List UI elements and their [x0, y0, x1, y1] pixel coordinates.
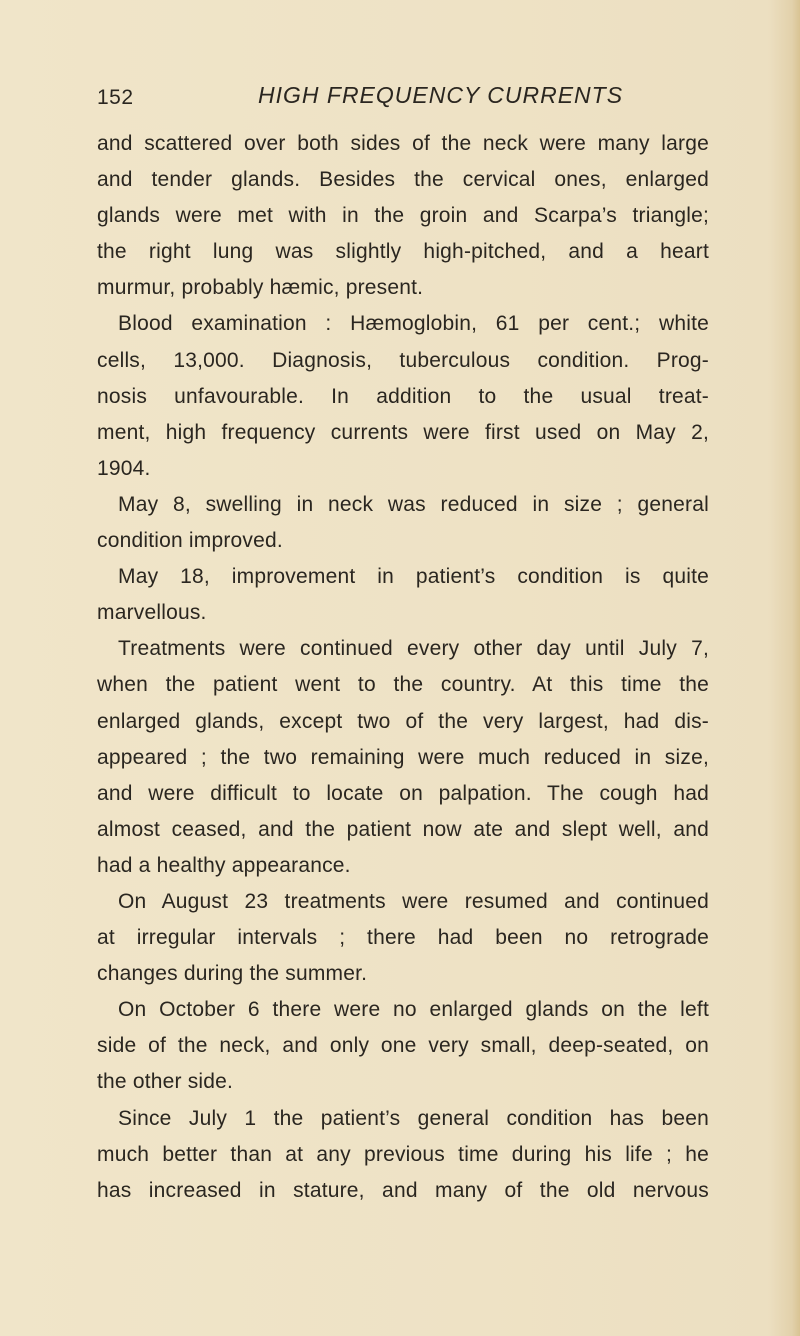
text-line: much better than at any previous time during his life ; he	[97, 1142, 709, 1166]
paragraph	[97, 1101, 709, 1209]
paragraph	[97, 992, 709, 1100]
paragraph	[97, 487, 709, 559]
text-line: marvellous.	[97, 601, 207, 625]
text-line: has increased in stature, and many of the old nervous	[97, 1178, 709, 1202]
text-line: appeared ; the two remaining were much reduced in size,	[97, 745, 709, 769]
text-line: glands were met with in the groin and Scarpa’s triangle;	[97, 204, 709, 228]
text-line: condition improved.	[97, 529, 283, 553]
text-line: murmur, probably hæmic, present.	[97, 276, 424, 300]
paragraph	[97, 306, 709, 486]
text-line: the right lung was slightly high-pitched, and a heart	[97, 240, 709, 264]
text-line: nosis unfavourable. In addition to the usual treat-	[97, 384, 709, 408]
text-line: Blood examination : Hæmoglobin, 61 per cent.; white	[118, 312, 709, 336]
text-line: cells, 13,000. Diagnosis, tuberculous condition. Prog-	[97, 348, 709, 372]
text-line: Since July 1 the patient’s general condition has been	[118, 1106, 709, 1130]
text-line: at irregular intervals ; there had been no retrograde	[97, 926, 709, 950]
text-line: the other side.	[97, 1070, 234, 1094]
page-header	[0, 82, 800, 116]
text-line: ment, high frequency currents were first used on May 2,	[97, 420, 709, 444]
text-line: and were difficult to locate on palpation. The cough had	[97, 781, 709, 805]
text-line: enlarged glands, except two of the very largest, had dis-	[97, 709, 709, 733]
text-line: 1904.	[97, 456, 151, 480]
text-line: May 18, improvement in patient’s condition is quite	[118, 565, 709, 589]
page-number: 152	[97, 86, 134, 109]
text-line: May 8, swelling in neck was reduced in size ; general	[118, 492, 709, 516]
text-line: and scattered over both sides of the neck were many large	[97, 132, 709, 155]
text-line: changes during the summer.	[97, 962, 368, 986]
text-line: and tender glands. Besides the cervical ones, enlarged	[97, 168, 709, 192]
text-line: Treatments were continued every other day until July 7,	[118, 637, 709, 661]
text-line: On October 6 there were no enlarged glands on the left	[118, 998, 709, 1022]
text-line: had a healthy appearance.	[97, 853, 351, 877]
paragraph	[97, 126, 709, 306]
text-line: almost ceased, and the patient now ate and slept well, and	[97, 817, 709, 841]
running-head: HIGH FREQUENCY CURRENTS	[258, 82, 624, 108]
text-line: On August 23 treatments were resumed and continued	[118, 889, 709, 913]
paragraph	[97, 559, 709, 631]
body-text	[97, 126, 709, 1209]
text-line: when the patient went to the country. At this time the	[97, 673, 709, 697]
paragraph	[97, 631, 709, 884]
text-line: side of the neck, and only one very small, deep-seated, on	[97, 1034, 709, 1058]
paragraph	[97, 884, 709, 992]
